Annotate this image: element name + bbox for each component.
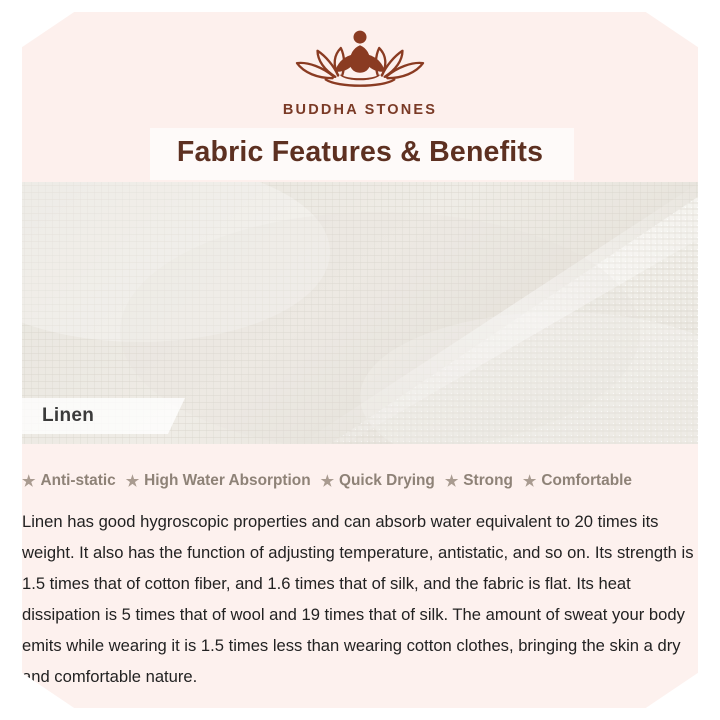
body-section — [0, 444, 720, 720]
corner-top-right — [628, 0, 720, 62]
feature-item — [22, 472, 116, 490]
star-icon: ★ — [522, 472, 537, 490]
feature-label: Strong — [463, 472, 513, 489]
feature-item — [523, 472, 632, 490]
feature-label: Quick Drying — [339, 472, 435, 489]
star-icon: ★ — [444, 472, 459, 490]
fabric-label-tab — [22, 398, 168, 434]
star-icon: ★ — [22, 472, 36, 490]
feature-label: Anti-static — [40, 472, 116, 489]
corner-bottom-right — [628, 658, 720, 720]
feature-label: High Water Absorption — [144, 472, 311, 489]
frame-bottom-edge — [0, 708, 720, 720]
frame-left-edge — [0, 0, 22, 720]
page-title: Fabric Features & Benefits — [176, 136, 544, 168]
feature-item — [321, 472, 435, 490]
star-icon: ★ — [320, 472, 335, 490]
corner-bottom-left — [0, 658, 92, 720]
feature-list — [22, 472, 698, 490]
frame-top-edge — [0, 0, 720, 12]
brand-logo — [0, 22, 720, 118]
feature-item — [445, 472, 513, 490]
star-icon: ★ — [125, 472, 140, 490]
lotus-meditation-icon — [282, 22, 438, 96]
corner-top-left — [0, 0, 92, 62]
description-paragraph: Linen has good hygroscopic properties and can absorb water equivalent to 20 times its weight. It also has the function of adjusting temperature, antistatic, and so on. Its strength is 1.5 times that of cotton fiber, and 1.6 times that of silk, and the fabric is flat. Its heat dissipation is 5 times that of wool and 19 times that of silk. The amount of sweat your body emits while wearing it is 1.5 times less than wearing cotton clothes, bringing the skin a dry and comfortable nature. — [22, 512, 694, 686]
feature-label: Comfortable — [541, 472, 632, 489]
fabric-label: Linen — [42, 405, 95, 426]
brand-name: BUDDHA STONES — [282, 102, 438, 118]
feature-item — [126, 472, 311, 490]
frame-right-edge — [698, 0, 720, 720]
